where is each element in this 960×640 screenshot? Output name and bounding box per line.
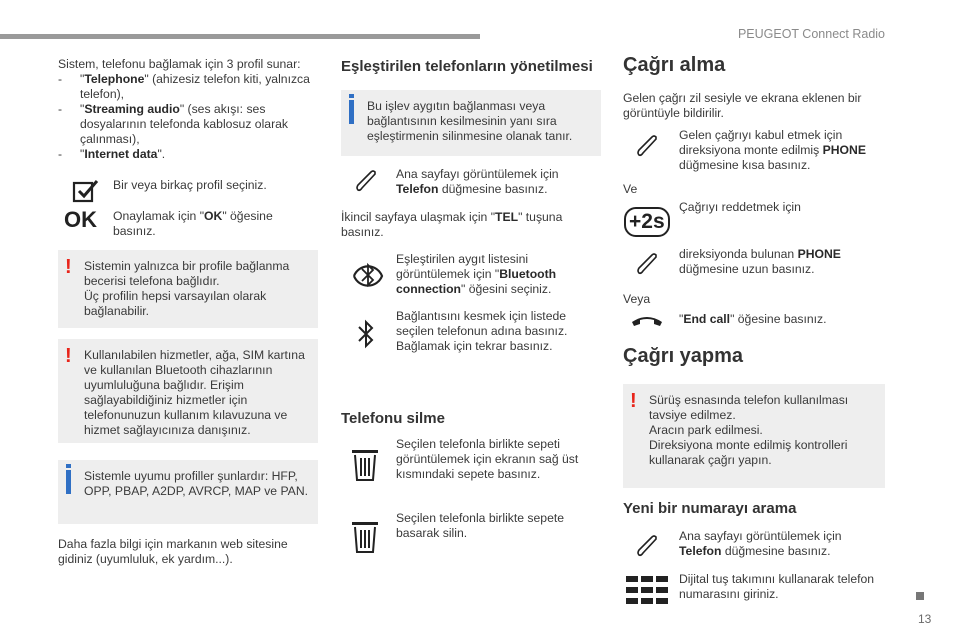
warning-note-services: ! Kullanılabilen hizmetler, ağa, SIM kartına ve kullanılan Bluetooth cihazlarının uyumluluğuna bağlıdır. Erişim sağlayabildiğiniz hizmetler için telefonunuzun kullanım kılavuzuna ve hizmet sağlayıcınıza danışınız. [58, 339, 318, 443]
trash-icon [350, 446, 380, 482]
profile-item-streaming: - "Streaming audio" (ses akışı: ses dosyalarının telefonda kablosuz olarak çalınması), [58, 102, 288, 146]
step-enter-number: Dijital tuş takımını kullanarak telefon numarasını giriniz. [679, 572, 875, 601]
section-title-manage: Eşleştirilen telefonların yönetilmesi [341, 58, 593, 75]
warning-icon: ! [630, 390, 637, 412]
end-call-icon [630, 310, 664, 330]
phone-handset-icon [636, 135, 658, 157]
bluetooth-icon [355, 318, 377, 350]
warning-note-driving: ! Sürüş esnasında telefon kullanılması tavsiye edilmez. Aracın park edilmesi. Direksiyona monte edilmiş kontrolleri kullanarak çağrı yapın. [623, 384, 885, 488]
or-label: Ve [623, 182, 638, 196]
section-title-new-number: Yeni bir numarayı arama [623, 500, 797, 517]
phone-handset-icon [636, 535, 658, 557]
page-number: 13 [918, 612, 932, 626]
receive-intro: Gelen çağrı zil sesiyle ve ekrana eklenen bir görüntüyle bildirilir. [623, 91, 862, 120]
step-bluetooth-connection: Eşleştirilen aygıt listesini görüntülemek için "Bluetooth connection" öğesini seçiniz. [396, 252, 557, 296]
warning-icon: ! [65, 256, 72, 278]
step-show-home-phone: Ana sayfayı görüntülemek için Telefon düğmesine basınız. [679, 529, 842, 558]
ok-icon: OK [64, 207, 97, 232]
warning-note-profile: ! Sistemin yalnızca bir profile bağlanma becerisi telefona bağlıdır. Üç profilin hepsi varsayılan olarak bağlanabilir. [58, 250, 318, 328]
section-title-delete: Telefonu silme [341, 410, 445, 427]
or-label: Veya [623, 292, 651, 306]
step-disconnect: Bağlantısını kesmek için listede seçilen telefonun adına basınız. Bağlamak için tekrar basınız. [396, 309, 568, 353]
trash-icon [350, 518, 380, 554]
footer-website-note: Daha fazla bilgi için markanın web sitesine gidiniz (uyumluluk, ek yardım...). [58, 537, 288, 566]
profile-item-telephone: - "Telephone" (ahizesiz telefon kiti, yalnızca telefon), [58, 72, 310, 101]
section-title-make-call: Çağrı yapma [623, 345, 744, 367]
section-marker [916, 592, 924, 600]
running-header: PEUGEOT Connect Radio [737, 27, 885, 41]
step-reject-call: Çağrıyı reddetmek için [679, 200, 801, 214]
header-rule [0, 34, 480, 39]
step-accept-call: Gelen çağrıyı kabul etmek için direksiyona monte edilmiş PHONE düğmesine kısa basınız. [679, 128, 866, 172]
step-tel-key: İkincil sayfaya ulaşmak için "TEL" tuşuna basınız. [341, 210, 563, 239]
phone-handset-icon [355, 170, 377, 192]
step-delete-2: Seçilen telefonla birlikte sepete basarak silin. [396, 511, 565, 540]
step-select-profile: Bir veya birkaç profil seçiniz. [113, 178, 267, 192]
info-note-profiles: Sistemle uyumu profiller şunlardır: HFP, OPP, PBAP, A2DP, AVRCP, MAP ve PAN. [58, 460, 318, 524]
info-icon [66, 470, 71, 494]
bluetooth-connection-icon [349, 254, 387, 298]
info-icon [349, 100, 354, 124]
warning-icon: ! [65, 345, 72, 367]
step-confirm: Onaylamak için "OK" öğesine basınız. [113, 209, 273, 238]
step-end-call: "End call" öğesine basınız. [679, 312, 827, 326]
profiles-list [58, 72, 320, 162]
keypad-icon [626, 576, 668, 604]
phone-handset-icon [636, 253, 658, 275]
profiles-intro: Sistem, telefonu bağlamak için 3 profil sunar: [58, 57, 301, 71]
step-reject-long-press: direksiyonda bulunan PHONE düğmesine uzun basınız. [679, 247, 841, 276]
profile-item-internet: - "Internet data". [58, 147, 166, 161]
step-show-home: Ana sayfayı görüntülemek için Telefon düğmesine basınız. [396, 167, 559, 196]
info-note-manage: Bu işlev aygıtın bağlanması veya bağlantısının kesilmesinin yanı sıra eşleştirmenin silinmesine olanak tanır. [341, 90, 601, 156]
plus-2s-icon: +2s [624, 207, 670, 237]
checkbox-icon [72, 178, 100, 204]
step-delete-1: Seçilen telefonla birlikte sepeti görüntülemek için ekranın sağ üst kısmındaki sepete basınız. [396, 437, 579, 481]
section-title-receive-call: Çağrı alma [623, 54, 726, 76]
